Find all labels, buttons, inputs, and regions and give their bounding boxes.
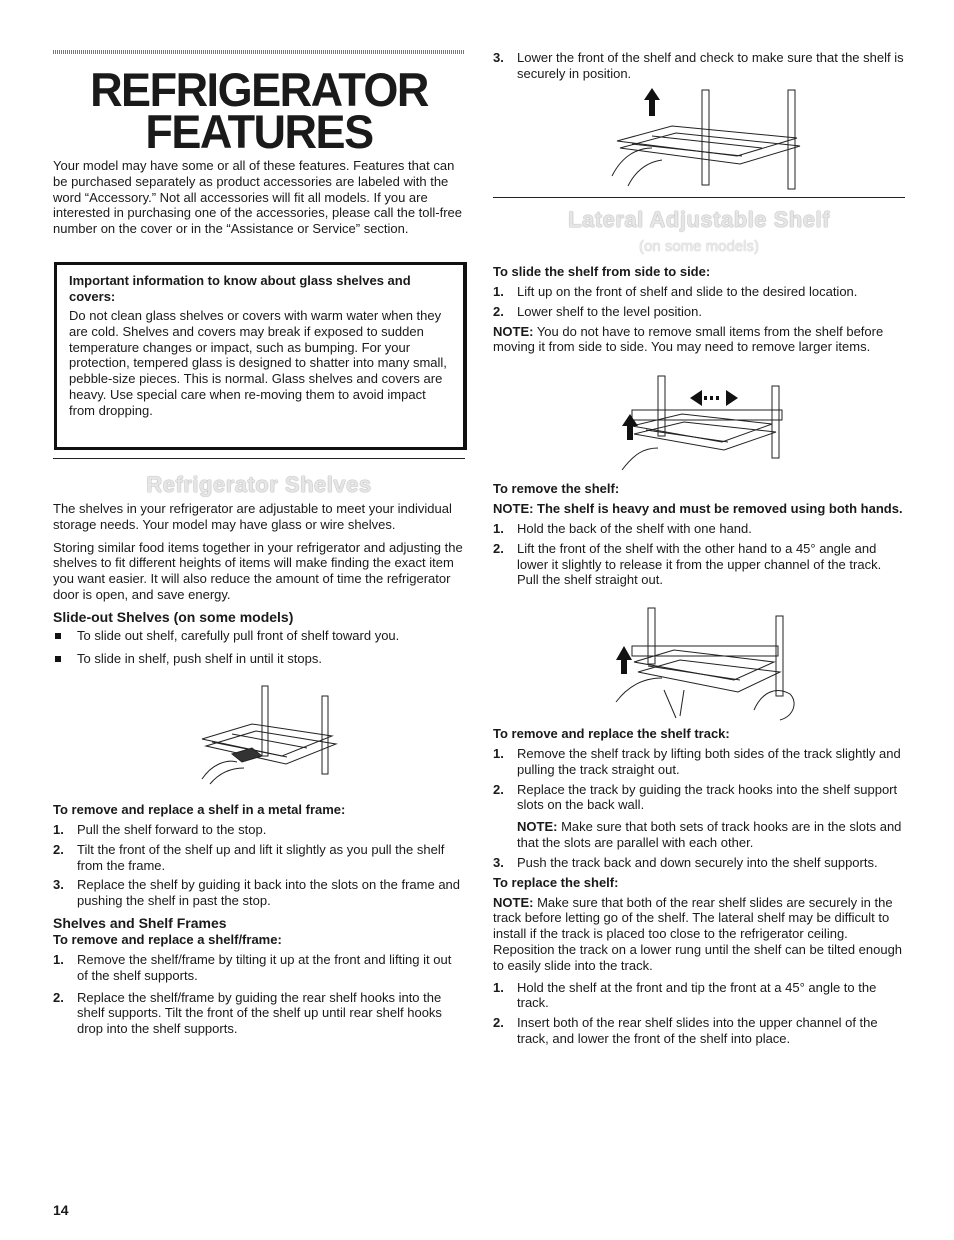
track-steps (493, 746, 905, 871)
replace-note: NOTE: Make sure that both of the rear shelf slides are securely in the track before letting go of the shelf. The lateral shelf may be difficult to install if the track is placed too close to the refrigerator ceiling. Reposition the track on a lower rung until the shelf can be tilted enough to easily slide into the track. (493, 894, 903, 973)
frames-heading: Shelves and Shelf Frames (53, 914, 227, 931)
list-item: 2. Tilt the front of the shelf up and lift it slightly as you pull the shelf from the frame. (53, 841, 445, 873)
slide-note: NOTE: You do not have to remove small items from the shelf before moving it from side to side. You may need to remove larger items. (493, 323, 884, 355)
frames-subheading: To remove and replace a shelf/frame: (53, 931, 282, 947)
track-note: NOTE: Make sure that both sets of track hooks are in the slots and that the slots are parallel with each other. (517, 819, 902, 850)
slideout-list (53, 628, 465, 667)
slide-side-illustration (612, 374, 792, 480)
slide-steps (493, 284, 905, 320)
frames-steps (53, 952, 465, 1037)
lateral-section-subtitle: (on some models) (638, 238, 760, 255)
list-item: 1. Lift up on the front of shelf and slide to the desired location. (493, 284, 858, 299)
replace-steps (493, 980, 905, 1047)
shelves-para1: The shelves in your refrigerator are adjustable to meet your individual storage needs. Your model may have glass or wire shelves. (53, 501, 452, 532)
step3-item: 3. Lower the front of the shelf and check to make sure that the shelf is securely in position. (493, 50, 904, 81)
lateral-section-title: Lateral Adjustable Shelf (568, 207, 830, 232)
section-divider-right (493, 197, 905, 198)
section-divider-left (53, 458, 465, 459)
page-title-line1: REFRIGERATOR (90, 62, 428, 117)
lateral-remove-section (493, 481, 905, 588)
list-item: 1. Hold the back of the shelf with one hand. (493, 521, 752, 536)
warning-text: Do not clean glass shelves or covers with warm water when they are cold. Shelves and covers may break if exposed to sudden temperature changes or impact, such as bumping. For your protection, tempered glass is designed to shatter into many small, pebble-size pieces. This is normal. Glass shelves and covers are heavy. Use special care when re-moving them to avoid impact from dropping. (69, 308, 447, 418)
shelves-para2: Storing similar food items together in your refrigerator and adjusting the shelves to fit different heights of items will make finding the exact item you want easier. It will also reduce the amount of time the refrigerator door is open, and save energy. (53, 539, 463, 602)
list-item: To slide out shelf, carefully pull front of shelf toward you. (53, 628, 465, 644)
list-item: 3. Push the track back and down securely into the shelf supports. (493, 854, 878, 870)
lateral-slide-section (493, 264, 905, 355)
remove-heading: To remove the shelf: (493, 481, 620, 496)
page-title-line2: FEATURES (145, 104, 373, 159)
replace-heading: To replace the shelf: (493, 874, 619, 890)
metal-frame-steps (53, 822, 465, 909)
slide-heading: To slide the shelf from side to side: (493, 264, 711, 279)
lateral-track-section (493, 726, 905, 1047)
list-item: 2. Lift the front of the shelf with the other hand to a 45° angle and lower it slightly to release it from the upper channel of the track. Pull the shelf straight out. (493, 540, 882, 588)
list-item: 2. Replace the shelf/frame by guiding the rear shelf hooks into the shelf supports. Tilt the front of the shelf up until rear shelf hooks drop into the shelf supports. (53, 989, 442, 1037)
glass-shelves-warning-box (54, 262, 467, 450)
page-number: 14 (53, 1202, 69, 1218)
lower-shelf-illustration (592, 86, 804, 190)
remove-shelf-illustration (604, 606, 800, 724)
metal-frame-heading: To remove and replace a shelf in a metal frame: (53, 802, 346, 817)
remove-steps (493, 521, 905, 588)
shelves-content (53, 501, 465, 666)
list-item: 1. Hold the shelf at the front and tip the front at a 45° angle to the track. (493, 979, 877, 1011)
shelves-section-title: Refrigerator Shelves (146, 472, 372, 497)
warning-heading: Important information to know about glass shelves and covers: (69, 273, 411, 304)
track-heading: To remove and replace the shelf track: (493, 726, 730, 741)
list-item: 2. Insert both of the rear shelf slides into the upper channel of the track, and lower the front of the shelf into place. (493, 1015, 878, 1046)
remove-note: NOTE: The shelf is heavy and must be removed using both hands. (493, 501, 903, 516)
intro-paragraph: Your model may have some or all of these features. Features that can be purchased separately as product accessories are labeled with the word “Accessory.” Not all accessories will fit all models. If you are interested in purchasing one of the accessories, please call the toll-free number on the cover or in the “Assistance or Service” section. (53, 158, 463, 237)
list-item: 1. Remove the shelf/frame by tilting it up at the front and lifting it out of the shelf supports. (53, 951, 452, 983)
title-hatch-rule (53, 50, 465, 54)
list-item: 3. Replace the shelf by guiding it back into the slots on the frame and pushing the shelf in past the stop. (53, 877, 461, 909)
list-item: 2. Lower shelf to the level position. (493, 303, 702, 319)
list-item: To slide in shelf, push shelf in until it stops. (53, 651, 465, 667)
list-item: 2. Replace the track by guiding the track hooks into the shelf support slots on the back wall. NOTE: Make sure that both sets of track hooks are in the slots and that the slots are parallel with each other. (493, 782, 905, 851)
metal-frame-section (53, 802, 465, 1037)
slideout-shelf-illustration (192, 684, 342, 792)
list-item: 1. Remove the shelf track by lifting both sides of the track slightly and pulling the track straight out. (493, 746, 901, 777)
list-item: 1. Pull the shelf forward to the stop. (53, 822, 267, 837)
slideout-heading: Slide-out Shelves (on some models) (53, 608, 294, 625)
